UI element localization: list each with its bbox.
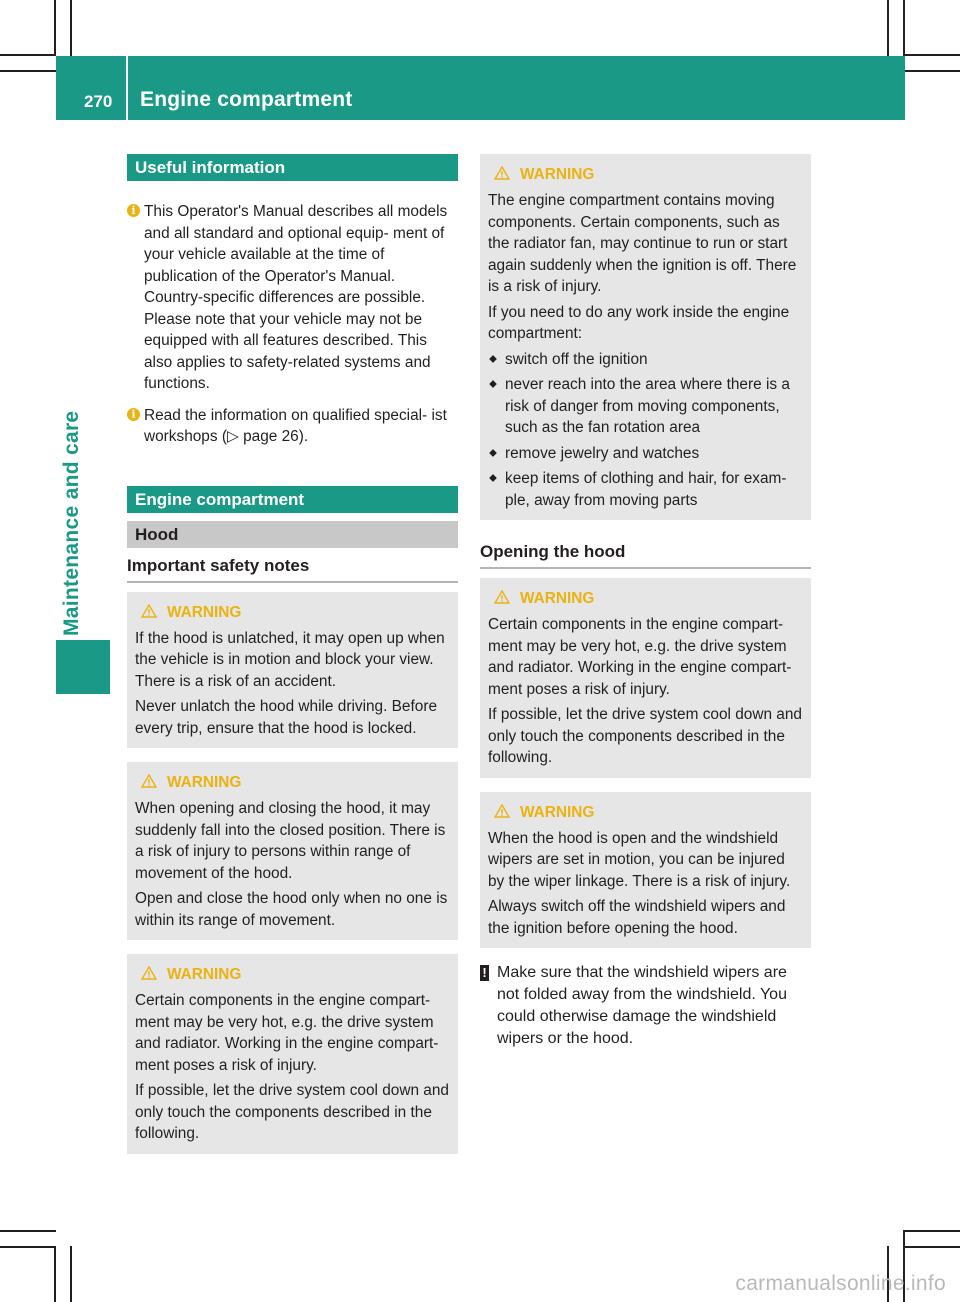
list-item: keep items of clothing and hair, for exam- ple, away from moving parts [488, 468, 803, 511]
warning-text: If the hood is unlatched, it may open up when the vehicle is in motion and block your view. There is a risk of an accident. [135, 629, 445, 690]
warning-box [127, 954, 458, 1154]
page-ref-link[interactable]: page 26). [238, 428, 309, 445]
damage-note [480, 962, 811, 1050]
warning-triangle-icon [494, 804, 510, 818]
warning-triangle-icon [141, 774, 157, 788]
info-note-1-text: This Operator's Manual describes all models and all standard and optional equip- ment of your vehicle available at the time of publication of the Operator's Manual. Country-specific differences are possible. Please note that your vehicle may not be equipped with all features described. This also applies to safety-related systems and functions. [144, 203, 448, 392]
useful-info-heading: Useful information [127, 154, 458, 181]
info-note-1 [127, 201, 458, 395]
section-heading-engine-compartment: Engine compartment [127, 486, 458, 513]
warning-box [480, 154, 811, 520]
page-ref-arrow-icon: ▷ [226, 428, 239, 445]
list-item: remove jewelry and watches [488, 443, 803, 465]
warning-box [127, 592, 458, 749]
warning-label: WARNING [167, 603, 242, 621]
warning-triangle-icon [494, 166, 510, 180]
warning-label: WARNING [520, 803, 595, 821]
bullet-list [488, 349, 803, 512]
list-item: switch off the ignition [488, 349, 803, 371]
warning-text: If possible, let the drive system cool down and only touch the components described in the following. [488, 706, 802, 766]
exclamation-icon: ! [480, 965, 489, 981]
warning-box [480, 578, 811, 778]
warning-label: WARNING [520, 166, 595, 183]
opening-hood-heading: Opening the hood [480, 542, 811, 569]
chapter-title: Engine compartment [140, 88, 353, 111]
header-divider [126, 56, 128, 120]
page-number: 270 [84, 92, 113, 111]
side-tab-label: Maintenance and care [60, 410, 83, 636]
warning-label: WARNING [167, 966, 242, 983]
info-icon: i [127, 408, 140, 421]
header-bar [56, 56, 905, 120]
warning-triangle-icon [494, 590, 510, 604]
left-column [127, 154, 458, 1154]
warning-text: The engine compartment contains moving components. Certain components, such as the radiator fan, may continue to run or start again suddenly when the ignition is off. There is a risk of injury. [488, 192, 797, 295]
warning-text: Never unlatch the hood while driving. Before every trip, ensure that the hood is locked. [135, 698, 438, 737]
right-column [480, 154, 811, 1050]
warning-box [127, 762, 458, 940]
damage-note-text: Make sure that the windshield wipers are not folded away from the windshield. You could otherwise damage the windshield wipers or the hood. [497, 964, 787, 1047]
warning-text: Certain components in the engine compart- ment may be very hot, e.g. the drive system and radiator. Working in the engine compart- ment poses a risk of injury. [135, 992, 439, 1074]
subsection-heading-hood: Hood [127, 521, 458, 548]
info-icon: i [127, 204, 140, 217]
warning-label: WARNING [520, 590, 595, 607]
warning-text: When the hood is open and the windshield wipers are set in motion, you can be injured by the wiper linkage. There is a risk of injury. [488, 829, 791, 890]
warning-text: If possible, let the drive system cool down and only touch the components described in the following. [135, 1082, 449, 1142]
info-note-2 [127, 405, 458, 448]
info-note-2-text: Read the information on qualified special- ist workshops ( [144, 406, 447, 445]
warning-text: Open and close the hood only when no one is within its range of movement. [135, 890, 448, 929]
list-item: never reach into the area where there is a risk of danger from moving components, such as the fan rotation area [488, 374, 803, 439]
warning-box [480, 792, 811, 949]
warning-label: WARNING [167, 774, 242, 791]
warning-text: When opening and closing the hood, it may suddenly fall into the closed position. There is a risk of injury to persons within range of movement of the hood. [135, 800, 446, 882]
watermark: carmanualsonline.info [735, 1272, 946, 1295]
warning-triangle-icon [141, 604, 157, 618]
warning-text: Certain components in the engine compart- ment may be very hot, e.g. the drive system and radiator. Working in the engine compart- ment poses a risk of injury. [488, 616, 792, 698]
side-tab-marker [56, 640, 110, 694]
warning-text: If you need to do any work inside the engine compartment: [488, 303, 790, 342]
safety-notes-heading: Important safety notes [127, 556, 458, 583]
warning-text: Always switch off the windshield wipers and the ignition before opening the hood. [488, 898, 786, 937]
warning-triangle-icon [141, 966, 157, 980]
